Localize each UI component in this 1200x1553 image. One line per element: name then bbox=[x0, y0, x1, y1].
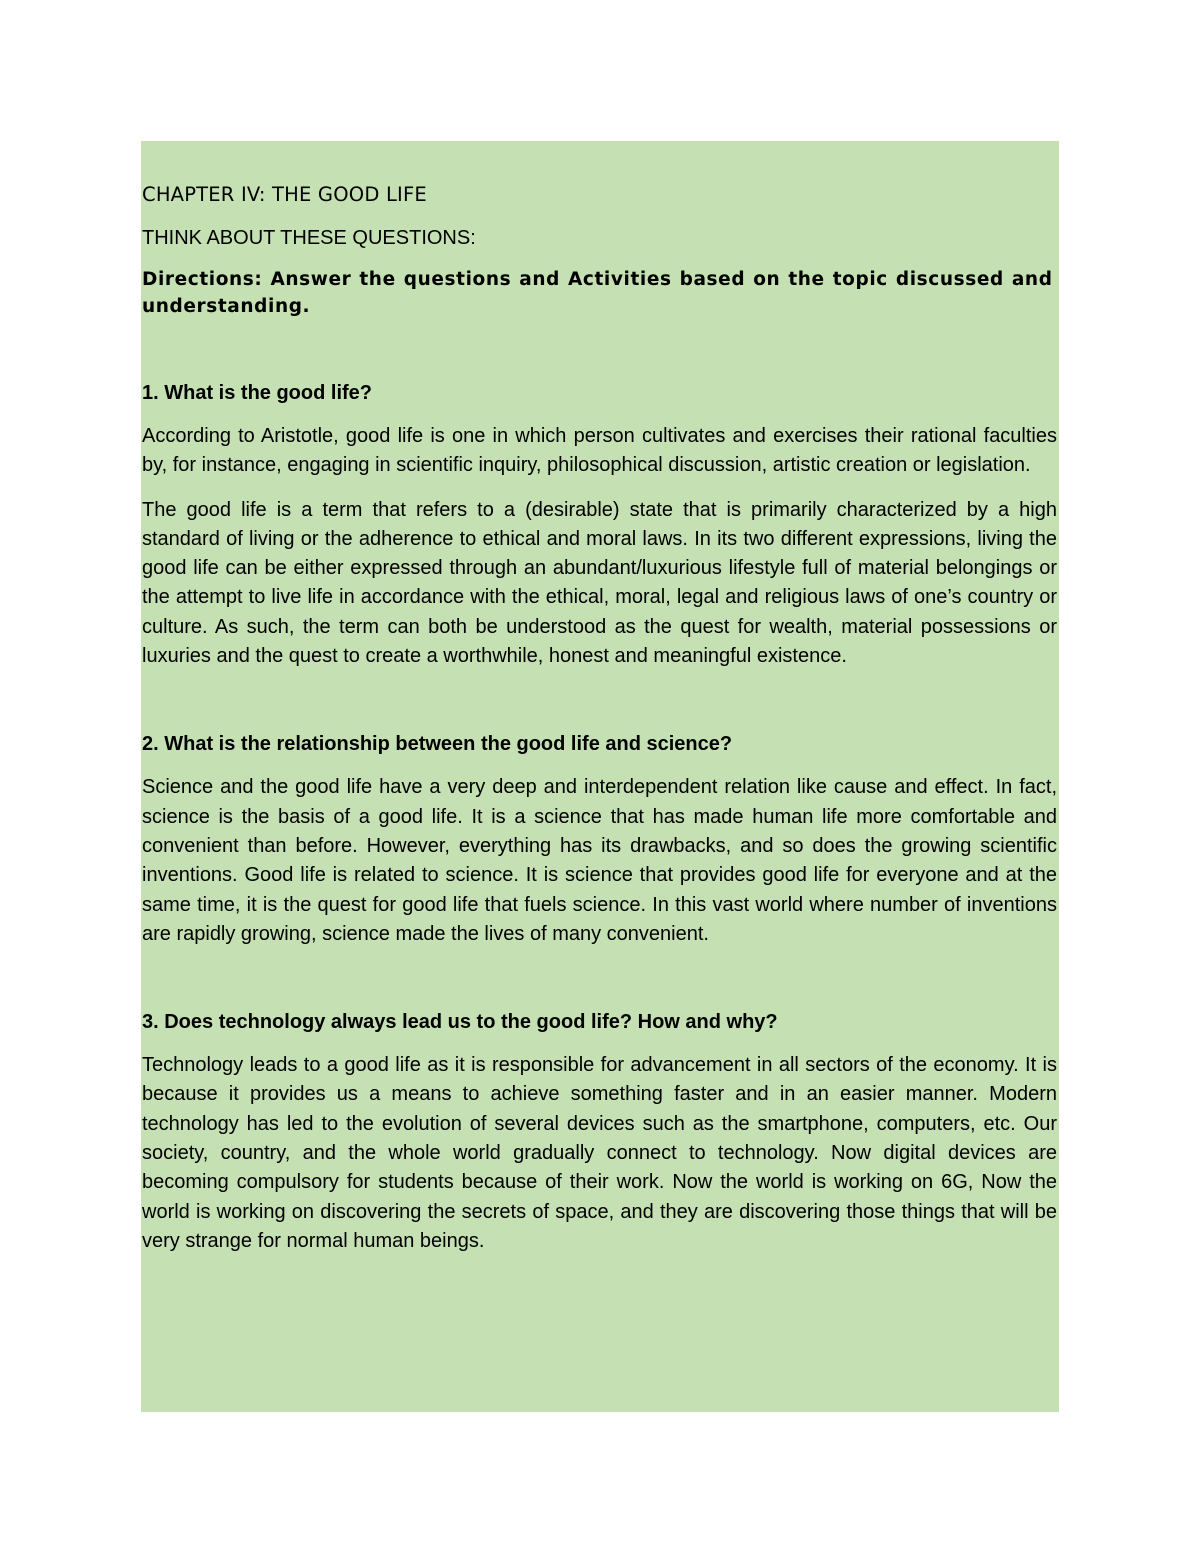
question-heading: 1. What is the good life? bbox=[142, 382, 372, 404]
question-section-1 bbox=[142, 378, 1057, 671]
question-heading: 2. What is the relationship between the good life and science? bbox=[142, 733, 733, 756]
chapter-title: CHAPTER IV: THE GOOD LIFE bbox=[142, 183, 427, 206]
answer-paragraph: Technology leads to a good life as it is responsible for advancement in all sectors of the economy. It is because it provides us a means to achieve something faster and in an easier manner. Modern technology has led to the evolution of several devices such as the smartphone, computers, etc. Our society, country, and the whole world gradually connect to technology. Now digital devices are becoming compulsory for students because of their work. Now the world is working on 6G, Now the world is working on discovering the secrets of space, and they are discovering those things that will be very strange for normal human beings. bbox=[142, 1054, 1057, 1252]
document-content bbox=[142, 180, 1057, 1256]
think-about-label: THINK ABOUT THESE QUESTIONS: bbox=[142, 227, 476, 249]
answer-paragraph: According to Aristotle, good life is one in which person cultivates and exercises their rational faculties by, for instance, engaging in scientific inquiry, philosophical discussion, artistic creation or legislation. bbox=[142, 425, 1057, 477]
question-heading: 3. Does technology always lead us to the good life? How and why? bbox=[142, 1011, 778, 1034]
question-section-3 bbox=[142, 1007, 1057, 1256]
answer-paragraph: Science and the good life have a very deep and interdependent relation like cause and effect. In fact, science is the basis of a good life. It is a science that has made human life more comfortable and convenient than before. However, everything has its drawbacks, and so does the growing scientific inventions. Good life is related to science. It is science that provides good life for everyone and at the same time, it is the quest for good life that fuels science. In this vast world where number of inventions are rapidly growing, science made the lives of many convenient. bbox=[142, 776, 1057, 945]
directions-text: Directions: Answer the questions and Activities based on the topic discussed and understanding. bbox=[142, 269, 1053, 317]
answer-paragraph: The good life is a term that refers to a (desirable) state that is primarily characterized by a high standard of living or the adherence to ethical and moral laws. In its two different expressions, living the good life can be either expressed through an abundant/luxurious lifestyle full of material belongings or the attempt to live life in accordance with the ethical, moral, legal and religious laws of one’s country or culture. As such, the term can both be understood as the quest for wealth, material possessions or luxuries and the quest to create a worthwhile, honest and meaningful existence. bbox=[142, 498, 1057, 668]
question-section-2 bbox=[142, 729, 1057, 949]
